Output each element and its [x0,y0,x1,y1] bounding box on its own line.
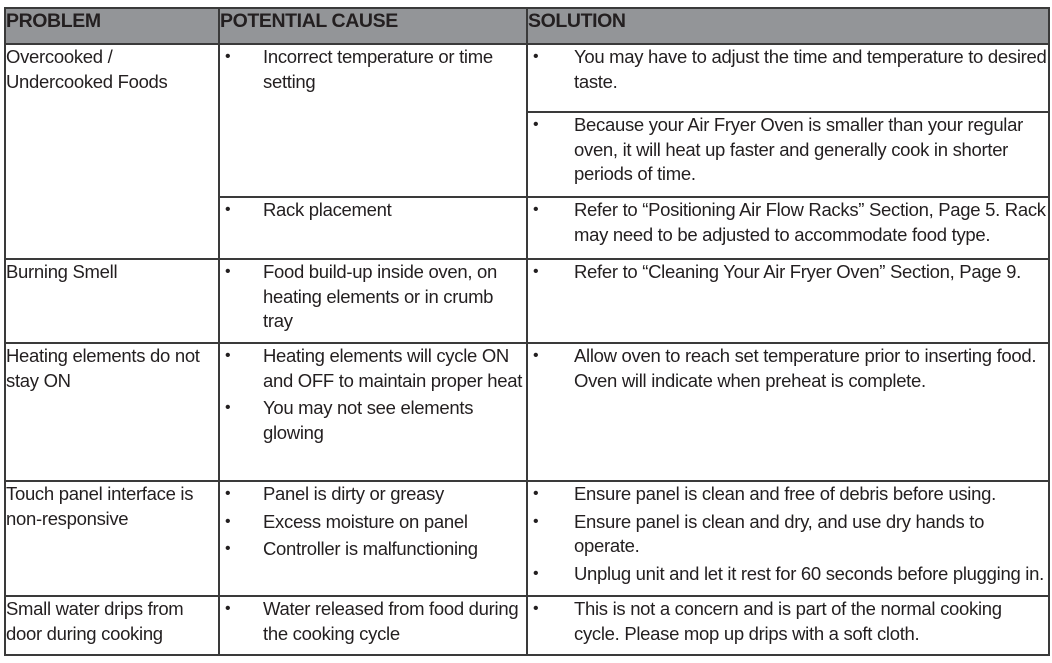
list-item: • You may not see elements glowing [225,397,474,443]
table-row [5,596,1049,655]
table-row [5,481,1049,596]
solution-cell [527,596,1049,655]
list-item: • Excess moisture on panel [220,510,526,535]
list-item: • Rack placement [220,198,526,223]
list-item: • Because your Air Fryer Oven is smaller than your regular oven, it will heat up faster and generally cook in shorter periods of time. [533,114,1023,184]
list-item: • Heating elements will cycle ON and OFF to maintain proper heat [225,345,523,391]
list-item: • You may have to adjust the time and temperature to desired taste. [533,46,1047,92]
header-problem: PROBLEM [5,8,219,44]
bullet-icon: • [533,263,539,280]
problem-cell: Burning Smell [5,259,219,343]
solution-cell [527,259,1049,343]
list-item: • Refer to “Positioning Air Flow Racks” Section, Page 5. Rack may need to be adjusted to accommodate food type. [533,199,1046,245]
bullet-icon: • [225,540,231,557]
list-item: • Food build-up inside oven, on heating elements or in crumb tray [225,261,498,331]
bullet-icon: • [533,347,539,364]
list-item: • Incorrect temperature or time setting [225,46,493,92]
table-row [5,343,1049,481]
list-item: • This is not a concern and is part of the normal cooking cycle. Please mop up drips with a soft cloth. [533,598,1002,644]
problem-cell: Overcooked / Undercooked Foods [5,44,219,259]
bullet-icon: • [225,201,231,218]
list-item: • Ensure panel is clean and dry, and use dry hands to operate. [533,510,985,556]
cause-cell [219,197,527,259]
bullet-icon: • [225,399,231,416]
list-item: • Controller is malfunctioning [220,537,526,562]
solution-cell [527,112,1049,197]
cause-cell [219,343,527,481]
list-item: • Unplug unit and let it rest for 60 seconds before plugging in. [528,562,1048,587]
list-item: • Panel is dirty or greasy [220,482,526,507]
header-solution: SOLUTION [527,8,1049,44]
bullet-icon: • [533,600,539,617]
bullet-icon: • [533,564,539,582]
problem-cell: Small water drips from door during cooking [5,596,219,655]
cause-cell [219,596,527,655]
bullet-icon: • [225,485,231,502]
bullet-icon: • [225,512,231,530]
cause-cell [219,259,527,343]
bullet-icon: • [533,512,539,530]
bullet-icon: • [533,48,539,65]
problem-cell: Touch panel interface is non-responsive [5,481,219,596]
bullet-icon: • [225,600,231,617]
bullet-icon: • [225,263,231,280]
cause-cell [219,481,527,596]
bullet-icon: • [225,48,231,65]
table-header [5,8,1049,44]
bullet-icon: • [533,201,539,218]
solution-cell [527,197,1049,259]
cause-cell [219,44,527,197]
bullet-icon: • [225,347,231,364]
table-row [5,44,1049,112]
troubleshooting-table [4,7,1050,656]
header-potential-cause: POTENTIAL CAUSE [219,8,527,44]
bullet-icon: • [533,485,539,502]
bullet-icon: • [533,116,539,133]
list-item: • Ensure panel is clean and free of debris before using. [528,482,1048,507]
list-item: • Refer to “Cleaning Your Air Fryer Oven” Section, Page 9. [528,260,1048,285]
table-row [5,259,1049,343]
list-item: • Allow oven to reach set temperature prior to inserting food. Oven will indicate when preheat is complete. [533,345,1037,391]
solution-cell [527,44,1049,112]
problem-cell: Heating elements do not stay ON [5,343,219,481]
solution-cell [527,481,1049,596]
solution-cell [527,343,1049,481]
list-item: • Water released from food during the cooking cycle [225,598,519,644]
